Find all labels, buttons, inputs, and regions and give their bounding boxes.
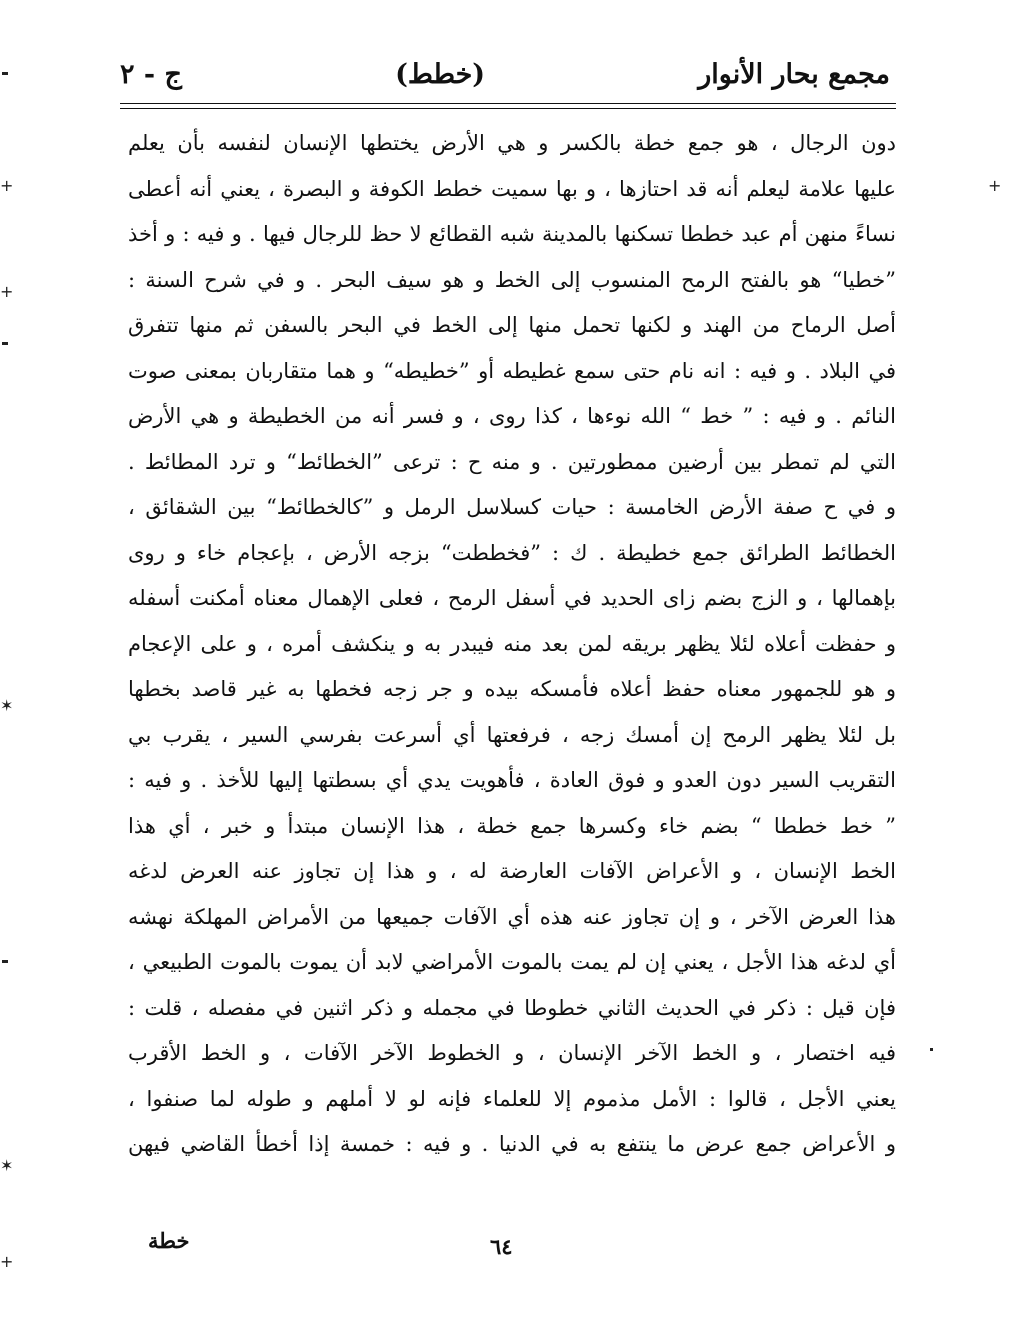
margin-dot-icon xyxy=(930,1048,933,1051)
text-line: و حفظت أعلاه لئلا يظهر بريقه لمن بعد منه فيبدر به و ينكشف أمره ، و على الإعجام xyxy=(128,631,896,656)
page-header xyxy=(120,52,890,96)
text-line: التي لم تمطر بين أرضين ممطورتين . و منه ح : ترعى ”الخطائط“ و ترد المطائط . xyxy=(128,449,896,474)
text-line: في البلاد . و فيه : انه نام حتى سمع غطيطه أو ”خطيطه“ و هما متقاربان بمعنى صوت xyxy=(128,358,896,383)
text-line: فإن قيل : ذكر في الحديث الثاني خطوطا في مجمله و ذكر اثنين في مفصله ، قلت : xyxy=(128,995,896,1020)
margin-tick-icon xyxy=(2,342,8,345)
margin-star-icon: ✶ xyxy=(0,696,14,715)
volume-label: ج - ٢ xyxy=(120,58,182,90)
margin-tick-icon xyxy=(2,72,8,75)
text-line: بل لئلا يظهر الرمح إن أمسك زجه ، فرفعتها أي أسرعت بفرسي السير ، يقرب بي xyxy=(128,722,896,747)
header-rule-bottom xyxy=(120,108,896,109)
page-number: ٦٤ xyxy=(490,1234,513,1259)
margin-cross-icon: + xyxy=(0,176,14,195)
text-line: الخط الإنسان ، و الأعراض الآفات العارضة له ، و هذا إن تجاوز عنه العرض لدغه xyxy=(128,859,896,883)
text-line: أصل الرماح من الهند و لكنها تحمل منها إلى الخط في البحر بالسفن ثم منها تتفرق xyxy=(128,313,896,337)
text-line: دون الرجال ، هو جمع خطة بالكسر و هي الأرض يختطها الإنسان لنفسه بأن يعلم xyxy=(128,131,896,155)
entry-heading: (خطط) xyxy=(395,58,486,90)
text-line: يعني الأجل ، قالوا : الأمل مذموم إلا للعلماء فإنه لو لا أملهم و طوله لما صنفوا ، xyxy=(128,1086,896,1111)
text-line: ”خطيا“ هو بالفتح الرمح المنسوب إلى الخط و هو سيف البحر . و في شرح السنة : xyxy=(128,267,896,292)
text-line: النائم . و فيه : ” خط “ الله نوءها ، كذا روى ، و فسر أنه من الخطيطة و هي الأرض xyxy=(128,404,896,428)
text-line: نساءً منهن أم عبد خططا تسكنها بالمدينة شبه القطائع لا حظ للرجال فيها . و فيه : و أخذ xyxy=(128,222,896,246)
header-rule-top xyxy=(120,103,896,104)
text-line: و هو للجمهور معناه حفظ أعلاه فأمسكه بيده و جر زجه فخطها به غير قاصد بخطها xyxy=(128,677,896,701)
body-text xyxy=(128,121,896,1168)
margin-cross-icon: + xyxy=(0,1252,14,1271)
text-line: و الأعراض جمع عرض ما ينتفع به في الدنيا . و فيه : خمسة إذا أخطأ القاضي فيهن xyxy=(128,1132,896,1156)
text-line: هذا العرض الآخر ، و إن تجاوز عنه هذه أي الآفات جميعها من الأمراض المهلكة نهشه xyxy=(128,904,896,929)
text-line: ” خط خططا “ بضم خاء وكسرها جمع خطة ، هذا الإنسان مبتدأ و خبر ، أي هذا xyxy=(128,813,896,838)
text-line: الخطائط الطرائق جمع خطيطة . ك : ”فخططت“ بزجه الأرض ، بإعجام خاء و روى xyxy=(128,540,896,565)
text-line: عليها علامة ليعلم أنه قد احتازها ، و بها سميت خطط الكوفة و البصرة ، يعني أنه أعطى xyxy=(128,176,896,201)
margin-tick-icon xyxy=(2,960,8,963)
margin-cross-icon: + xyxy=(0,282,14,301)
text-line: فيه اختصار ، و الخط الآخر الإنسان ، و الخطوط الآخر الآفات ، و الخط الأقرب xyxy=(128,1041,896,1065)
margin-star-icon: ✶ xyxy=(0,1156,14,1175)
text-line: التقريب السير دون العدو و فوق العادة ، فأهويت يدي أي بسطتها إليها للأخذ . و فيه : xyxy=(128,768,896,792)
text-line: بإهمالها ، و الزج بضم زاى الحديد في أسفل الرمح ، فعلى الإهمال معناه أمكنت أسفله xyxy=(128,586,896,610)
book-title: مجمع بحار الأنوار xyxy=(698,58,890,90)
text-line: و في ح صفة الأرض الخامسة : حيات كسلاسل الرمل و ”كالخطائط“ بين الشقائق ، xyxy=(128,495,896,519)
margin-cross-icon: + xyxy=(988,176,1002,195)
text-line: أي لدغه هذا الأجل ، يعني إن لم يمت بالموت الأمراضي لابد أن يموت بالموت الطبيعي ، xyxy=(128,950,896,974)
catchword: خطة xyxy=(148,1228,190,1253)
